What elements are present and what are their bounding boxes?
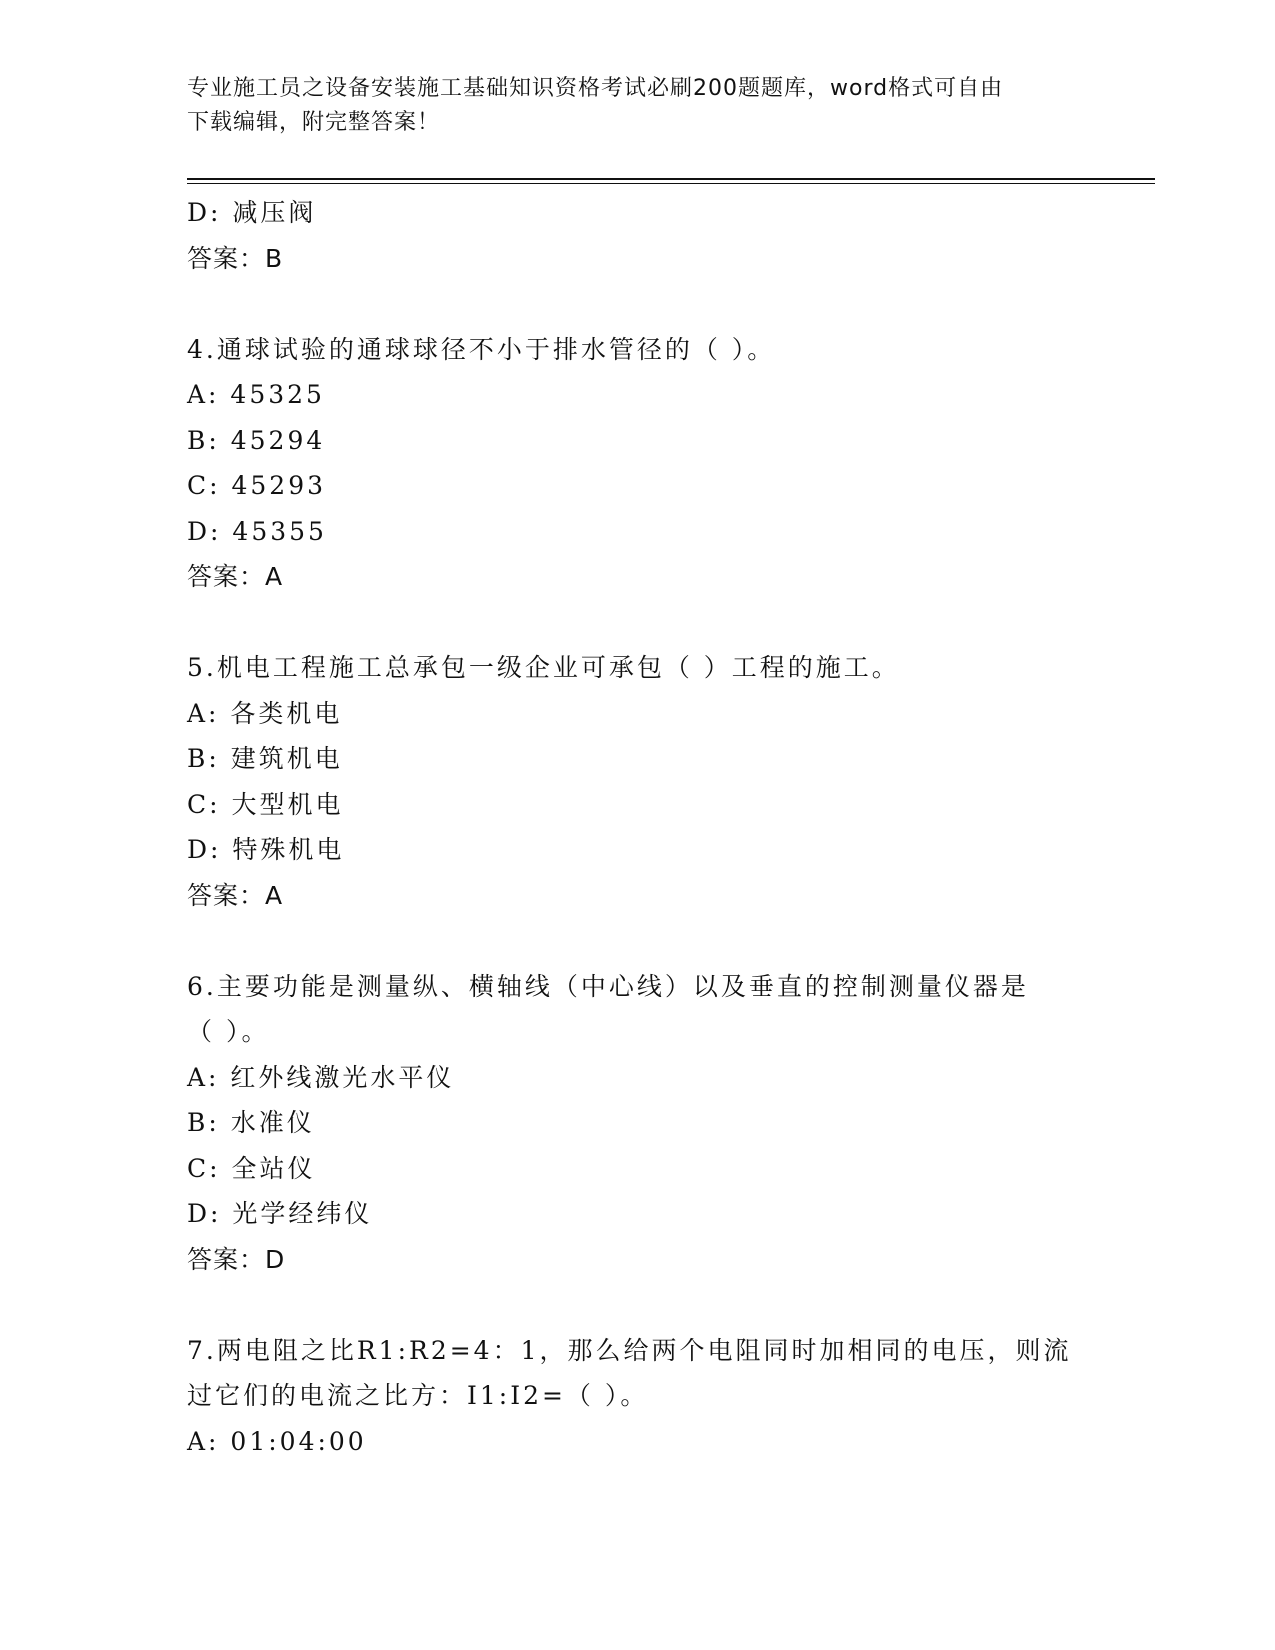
header-line-1: 专业施工员之设备安装施工基础知识资格考试必刷200题题库，word格式可自由 — [187, 76, 1004, 101]
question-block-7 — [187, 1328, 1087, 1465]
option-d: D: 45355 — [187, 516, 327, 546]
option-c: C: 大型机电 — [187, 789, 344, 819]
option-d: D: 光学经纬仪 — [187, 1199, 373, 1228]
header-divider-thin — [187, 183, 1155, 184]
option-c: C: 45293 — [187, 471, 327, 500]
answer-line: 答案：D — [187, 1244, 286, 1274]
question-block-6 — [187, 964, 1087, 1283]
header-divider-thick — [187, 178, 1155, 180]
question-text-line-1: 7.两电阻之比R1:R2=4：1，那么给两个电阻同时加相同的电压，则流 — [187, 1335, 1072, 1365]
question-text: 5.机电工程施工总承包一级企业可承包（ ）工程的施工。 — [187, 653, 900, 682]
question-text-line-2: （ ）。 — [187, 1017, 270, 1046]
option-a: A: 各类机电 — [187, 698, 343, 728]
document-header — [187, 72, 1067, 140]
document-body — [187, 190, 1087, 1464]
question-text: 4.通球试验的通球球径不小于排水管径的（ ）。 — [187, 334, 776, 364]
option-c: C: 全站仪 — [187, 1153, 316, 1183]
question-text-line-1: 6.主要功能是测量纵、横轴线（中心线）以及垂直的控制测量仪器是 — [187, 971, 1029, 1001]
answer-line: 答案：B — [187, 243, 284, 273]
question-block-4 — [187, 327, 1087, 600]
option-b: B: 45294 — [187, 425, 326, 455]
option-a: A: 45325 — [187, 380, 325, 409]
option-d: D: 减压阀 — [187, 198, 317, 227]
option-b: B: 建筑机电 — [187, 744, 343, 773]
option-a: A: 红外线激光水平仪 — [187, 1062, 455, 1092]
answer-line: 答案：A — [187, 562, 284, 591]
question-block-3-tail — [187, 190, 1087, 281]
answer-line: 答案：A — [187, 880, 284, 910]
option-b: B: 水准仪 — [187, 1108, 315, 1137]
question-text-line-2: 过它们的电流之比方：I1:I2=（ ）。 — [187, 1381, 649, 1410]
option-d: D: 特殊机电 — [187, 835, 345, 864]
header-line-2: 下载编辑，附完整答案！ — [187, 110, 441, 135]
question-block-5 — [187, 645, 1087, 918]
option-a: A: 01:04:00 — [187, 1426, 367, 1456]
